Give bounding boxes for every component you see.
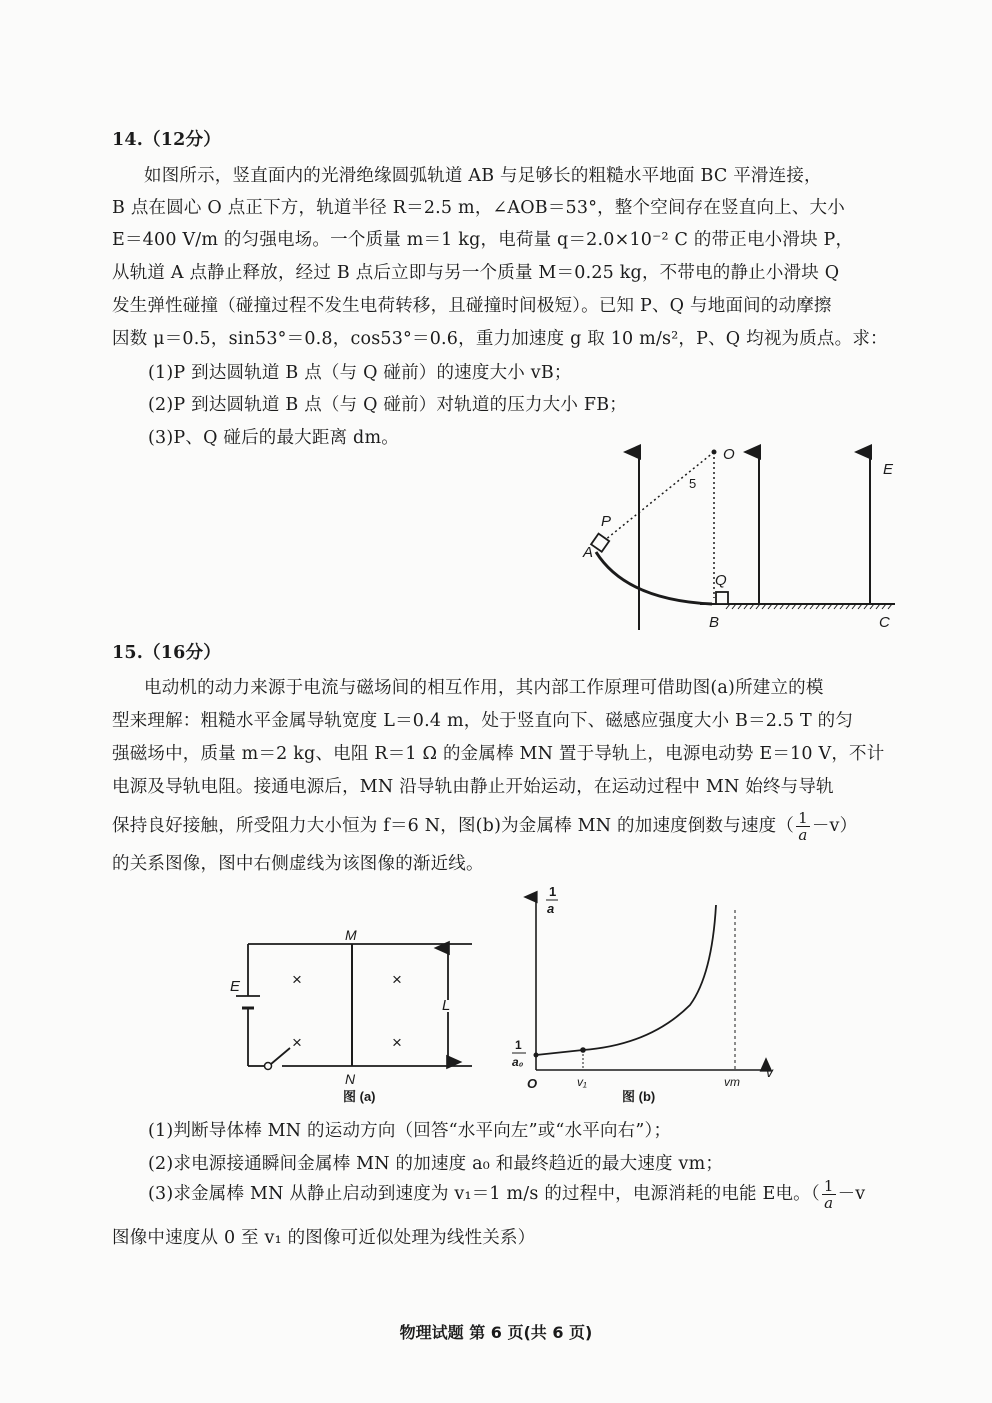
q15-text-part: (3)求金属棒 MN 从静止启动到速度为 v₁＝1 m/s 的过程中，电源消耗的电能 E电。（ (148, 1184, 820, 1204)
label-L: L (442, 997, 451, 1014)
field-cross: × (392, 970, 402, 989)
q14-text-line: 从轨道 A 点静止释放，经过 B 点后立即与另一个质量 M＝0.25 kg，不带电的静止小滑块 Q (112, 263, 840, 283)
caption-a: 图 (a) (343, 1089, 376, 1104)
fraction-numerator: 1 (798, 809, 808, 827)
fraction-denominator: a (824, 1194, 834, 1212)
ylabel-denominator: a (547, 901, 555, 916)
q15-text-part: －v） (811, 816, 858, 836)
q15-subquestion-3 (148, 1176, 865, 1212)
v1-label: v₁ (577, 1075, 587, 1089)
caption-b: 图 (b) (622, 1089, 656, 1104)
q14-text-line: B 点在圆心 O 点正下方，轨道半径 R＝2.5 m，∠AOB＝53°，整个空间存在竖直向上、大小 (112, 198, 845, 218)
label-O: O (723, 446, 735, 463)
switch-contact (265, 1063, 272, 1070)
fraction-numerator: 1 (823, 1177, 834, 1195)
block-P (591, 534, 609, 552)
fraction-one-over-a (796, 810, 810, 843)
q14-subquestion-3: (3)P、Q 碰后的最大距离 dm。 (148, 428, 399, 448)
fraction-one-over-a (822, 1178, 836, 1211)
q14-track-diagram (560, 440, 910, 635)
center-O (712, 450, 717, 455)
origin-label: O (527, 1076, 538, 1091)
q15-text-part: 保持良好接触，所受阻力大小恒为 f＝6 N，图(b)为金属棒 MN 的加速度倒数与速度（ (112, 816, 795, 836)
label-B: B (709, 614, 720, 631)
q14-text-line: 因数 μ＝0.5，sin53°＝0.8，cos53°＝0.6，重力加速度 g 取 10 m/s²，P、Q 均视为质点。求： (112, 329, 888, 349)
q15-text-line: 电动机的动力来源于电流与磁场间的相互作用，其内部工作原理可借助图(a)所建立的模 (144, 678, 824, 698)
label-Q: Q (715, 572, 727, 589)
label-P: P (601, 513, 612, 530)
q14-text-line: 如图所示，竖直面内的光滑绝缘圆弧轨道 AB 与足够长的粗糙水平地面 BC 平滑连接， (144, 166, 822, 186)
switch-blade (271, 1048, 290, 1064)
label-5: 5 (689, 476, 697, 491)
q15-circuit-diagram (220, 920, 500, 1115)
q15-text-line: 电源及导轨电阻。接通电源后，MN 沿导轨由静止开始运动，在运动过程中 MN 始终与导轨 (112, 777, 834, 797)
q15-text-line: 型来理解：粗糙水平金属导轨宽度 L＝0.4 m，处于竖直向下、磁感应强度大小 B＝2.5 T 的匀 (112, 711, 854, 731)
ylabel-numerator: 1 (549, 884, 557, 899)
q15-heading: 15.（16分） (112, 643, 221, 663)
q15-subquestion-1: (1)判断导体棒 MN 的运动方向（回答“水平向左”或“水平向右”）； (148, 1121, 672, 1141)
q15-subquestion-2: (2)求电源接通瞬间金属棒 MN 的加速度 a₀ 和最终趋近的最大速度 vm； (148, 1154, 724, 1174)
vm-label: vm (724, 1075, 740, 1089)
q14-subquestion-2: (2)P 到达圆轨道 B 点（与 Q 碰前）对轨道的压力大小 FB； (148, 395, 627, 415)
q15-text-line: 的关系图像，图中右侧虚线为该图像的渐近线。 (112, 854, 484, 874)
q15-text-line: 强磁场中，质量 m＝2 kg、电阻 R＝1 Ω 的金属棒 MN 置于导轨上，电源电动势 E＝10 V，不计 (112, 744, 885, 764)
page-footer: 物理试题 第 6 页(共 6 页) (399, 1323, 593, 1342)
q14-heading: 14.（12分） (112, 130, 221, 150)
graph-curve (536, 905, 716, 1055)
label-E: E (883, 461, 894, 478)
label-A: A (583, 544, 594, 561)
field-cross: × (292, 1033, 302, 1052)
field-cross: × (392, 1033, 402, 1052)
label-N: N (345, 1071, 356, 1087)
q15-text-line: 图像中速度从 0 至 v₁ 的图像可近似处理为线性关系） (112, 1228, 536, 1248)
block-Q (716, 592, 728, 604)
y0-numerator: 1 (515, 1038, 522, 1052)
y0-denominator: a₀ (512, 1055, 524, 1069)
field-cross: × (292, 970, 302, 989)
q15-text-part: －v (837, 1184, 866, 1204)
x-axis-label: v (766, 1064, 773, 1080)
radius-OA (605, 452, 714, 540)
q15-text-line (112, 808, 857, 844)
q14-text-line: 发生弹性碰撞（碰撞过程不发生电荷转移，且碰撞时间极短）。已知 P、Q 与地面间的动摩擦 (112, 296, 832, 316)
label-M: M (345, 927, 357, 943)
label-C: C (879, 614, 890, 631)
point-y0 (534, 1053, 539, 1058)
arc-track (596, 552, 712, 604)
q15-graph-diagram (505, 880, 780, 1110)
q14-text-line: E＝400 V/m 的匀强电场。一个质量 m＝1 kg，电荷量 q＝2.0×10⁻² C 的带正电小滑块 P， (112, 230, 854, 250)
fraction-denominator: a (798, 826, 808, 844)
label-E: E (230, 978, 241, 995)
q14-subquestion-1: (1)P 到达圆轨道 B 点（与 Q 碰前）的速度大小 vB； (148, 363, 572, 383)
